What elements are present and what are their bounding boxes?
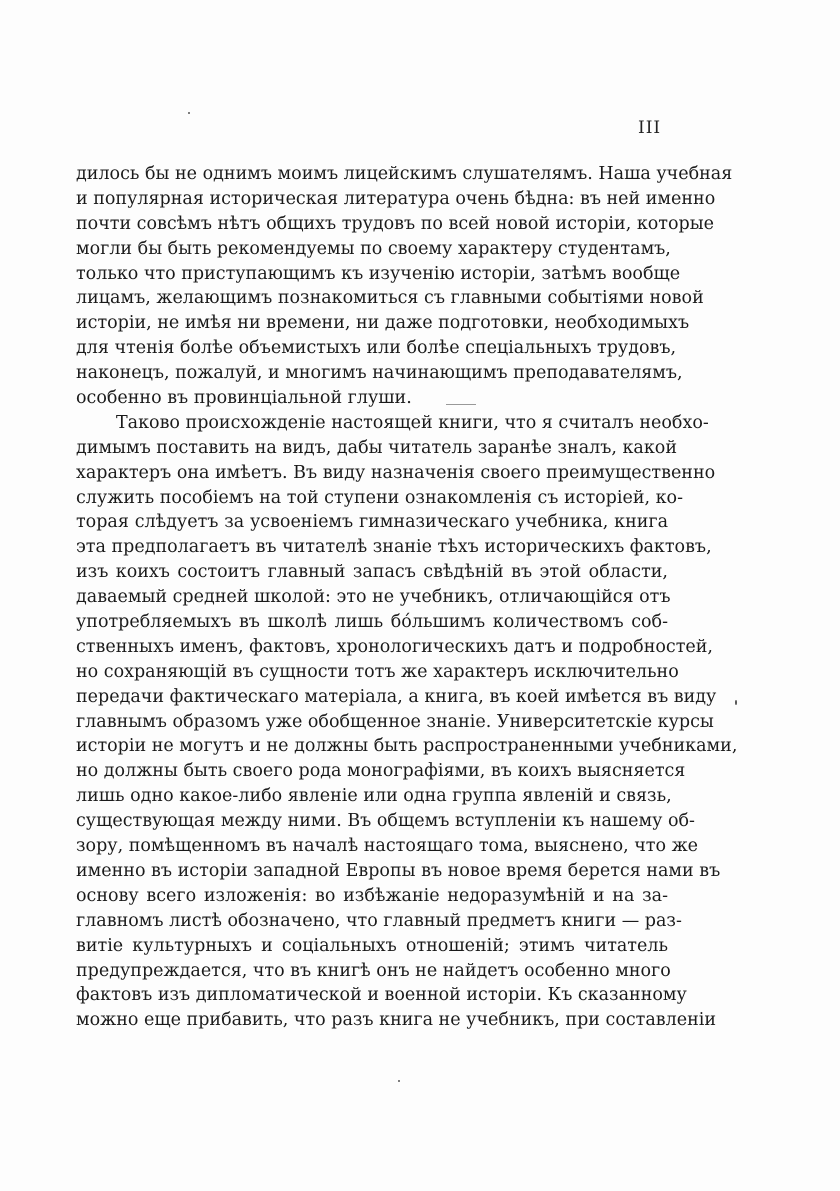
page-number: III [638,118,662,138]
text-line: ственныхъ именъ, фактовъ, хронологическихъ датъ и подробностей, [76,636,713,657]
scan-speck [188,112,190,114]
text-line: даваемый средней школой: это не учебникъ, отличающійся отъ [76,587,671,608]
text-line: передачи фактическаго матеріала, а книга, въ коей имѣется въ виду [76,686,717,707]
text-line: изъ коихъ состоитъ главный запасъ свѣдѣній въ этой области, [76,562,668,583]
text-line: особенно въ провинціальной глуши. [76,388,412,409]
scan-speck [735,700,737,705]
text-line: но должны быть своего рода монографіями, въ коихъ выясняется [76,761,686,782]
paragraph-1 [76,162,733,411]
scan-speck [398,1080,400,1082]
text-line: зору, помѣщенномъ въ началѣ настоящаго тома, выяснено, что же [76,836,699,857]
text-line: характеръ она имѣетъ. Въ виду назначенія своего преимущественно [76,462,716,483]
text-line: основу всего изложенія: во избѣжаніе недоразумѣній и на за- [76,885,668,906]
text-line: почти совсѣмъ нѣтъ общихъ трудовъ по всей новой исторіи, которые [76,213,714,234]
text-line: исторіи, не имѣя ни времени, ни даже подготовки, необходимыхъ [76,313,690,334]
text-line: лишь одно какое-либо явленіе или одна группа явленій и связь, [76,786,672,807]
text-line: только что приступающимъ къ изученію исторіи, затѣмъ вообще [76,263,681,284]
text-line: эта предполагаетъ въ читателѣ знаніе тѣхъ историческихъ фактовъ, [76,537,712,558]
text-line: главномъ листѣ обозначено, что главный предметъ книги — раз- [76,910,682,931]
text-line: именно въ исторіи западной Европы въ новое время берется нами въ [76,860,721,881]
text-line: лицамъ, желающимъ познакомиться съ главными событіями новой [76,288,704,309]
text-line: главнымъ образомъ уже обобщенное знаніе. Университетскіе курсы [76,711,714,732]
text-line: дилось бы не однимъ моимъ лицейскимъ слушателямъ. Наша учебная [76,164,733,184]
text-line: и популярная историческая литература очень бѣдна: въ ней именно [76,188,716,209]
text-line: могли бы быть рекомендуемы по своему характеру студентамъ, [76,238,671,259]
text-line: исторіи не могутъ и не должны быть распространенными учебниками, [76,736,738,757]
text-line: но сохраняющій въ сущности тотъ же характеръ исключительно [76,661,679,682]
text-line: предупреждается, что въ книгѣ онъ не найдетъ особенно много [76,960,671,981]
text-line: фактовъ изъ дипломатической и военной исторіи. Къ сказанному [76,985,687,1006]
text-line: витіе культурныхъ и соціальныхъ отношеній; этимъ читатель [76,935,668,956]
text-line: служить пособіемъ на той ступени ознакомленія съ исторіей, ко- [76,487,683,508]
scan-speck [446,404,476,405]
text-line: Таково происхожденіе настоящей книги, что я считалъ необхо- [116,412,709,433]
body-text [76,162,738,1033]
text-line: для чтенія болѣе объемистыхъ или болѣе спеціальныхъ трудовъ, [76,338,677,359]
paragraph-2 [76,411,738,1033]
text-line: димымъ поставить на видъ, дабы читатель заранѣе зналъ, какой [76,437,678,458]
text-line: наконецъ, пожалуй, и многимъ начинающимъ преподавателямъ, [76,363,683,384]
text-line: можно еще прибавить, что разъ книга не учебникъ, при составленіи [76,1010,717,1031]
text-line: торая слѣдуетъ за усвоеніемъ гимназическаго учебника, книга [76,512,668,533]
text-line: существующая между ними. Въ общемъ вступленіи къ нашему об- [76,811,695,832]
text-line: употребляемыхъ въ школѣ лишь бо́льшимъ количествомъ соб- [76,612,668,633]
